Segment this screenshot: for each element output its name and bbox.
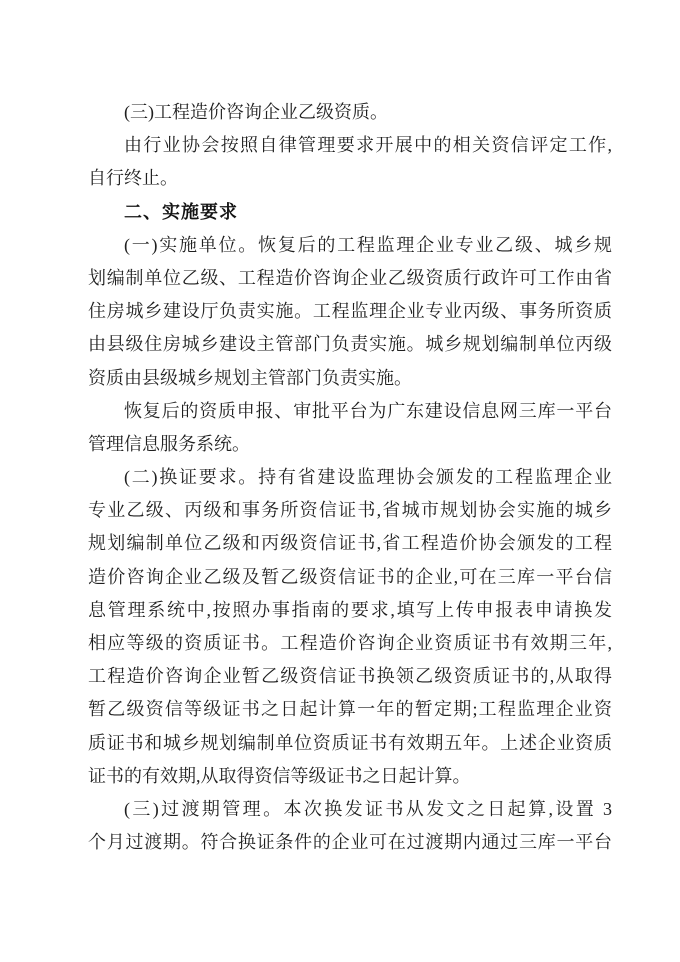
paragraph-line: 相应等级的资质证书。工程造价咨询企业资质证书有效期三年, xyxy=(88,633,612,653)
paragraph-line: 质证书和城乡规划编制单位资质证书有效期五年。上述企业资质 xyxy=(88,732,612,753)
section-heading: 二、实施要求 xyxy=(124,201,238,222)
paragraph-line: 规划编制单位乙级和丙级资信证书,省工程造价协会颁发的工程 xyxy=(88,533,612,554)
paragraph-line: 造价咨询企业乙级及暂乙级资信证书的企业,可在三库一平台信 xyxy=(88,566,612,587)
paragraph-line: 由县级住房城乡建设主管部门负责实施。城乡规划编制单位丙级 xyxy=(88,334,612,355)
paragraph-line: 由行业协会按照自律管理要求开展中的相关资信评定工作, xyxy=(124,135,612,156)
paragraph-line: (三)过渡期管理。本次换发证书从发文之日起算,设置 3 xyxy=(124,798,612,819)
paragraph-line: 专业乙级、丙级和事务所资信证书,省城市规划协会实施的城乡 xyxy=(88,500,612,521)
paragraph-line: 恢复后的资质申报、审批平台为广东建设信息网三库一平台 xyxy=(124,400,612,421)
paragraph-line: 证书的有效期,从取得资信等级证书之日起计算。 xyxy=(88,765,471,786)
paragraph-line: 自行终止。 xyxy=(88,168,178,189)
paragraph-line: 暂乙级资信等级证书之日起计算一年的暂定期;工程监理企业资 xyxy=(88,699,612,720)
paragraph-line: (三)工程造价咨询企业乙级资质。 xyxy=(124,102,388,122)
paragraph-line: 工程造价咨询企业暂乙级资信证书换领乙级资质证书的,从取得 xyxy=(88,666,612,687)
paragraph-line: (一)实施单位。恢复后的工程监理企业专业乙级、城乡规 xyxy=(124,234,612,255)
paragraph-line: 划编制单位乙级、工程造价咨询企业乙级资质行政许可工作由省 xyxy=(88,267,612,288)
paragraph-line: 息管理系统中,按照办事指南的要求,填写上传申报表申请换发 xyxy=(88,599,612,620)
paragraph-line: 住房城乡建设厅负责实施。工程监理企业专业丙级、事务所资质 xyxy=(88,301,612,322)
paragraph-line: 资质由县级城乡规划主管部门负责实施。 xyxy=(88,367,412,388)
paragraph-line: 个月过渡期。符合换证条件的企业可在过渡期内通过三库一平台 xyxy=(88,832,612,853)
document-text-block xyxy=(88,96,612,859)
paragraph-line: 管理信息服务系统。 xyxy=(88,433,250,454)
paragraph-line: (二)换证要求。持有省建设监理协会颁发的工程监理企业 xyxy=(124,467,612,488)
